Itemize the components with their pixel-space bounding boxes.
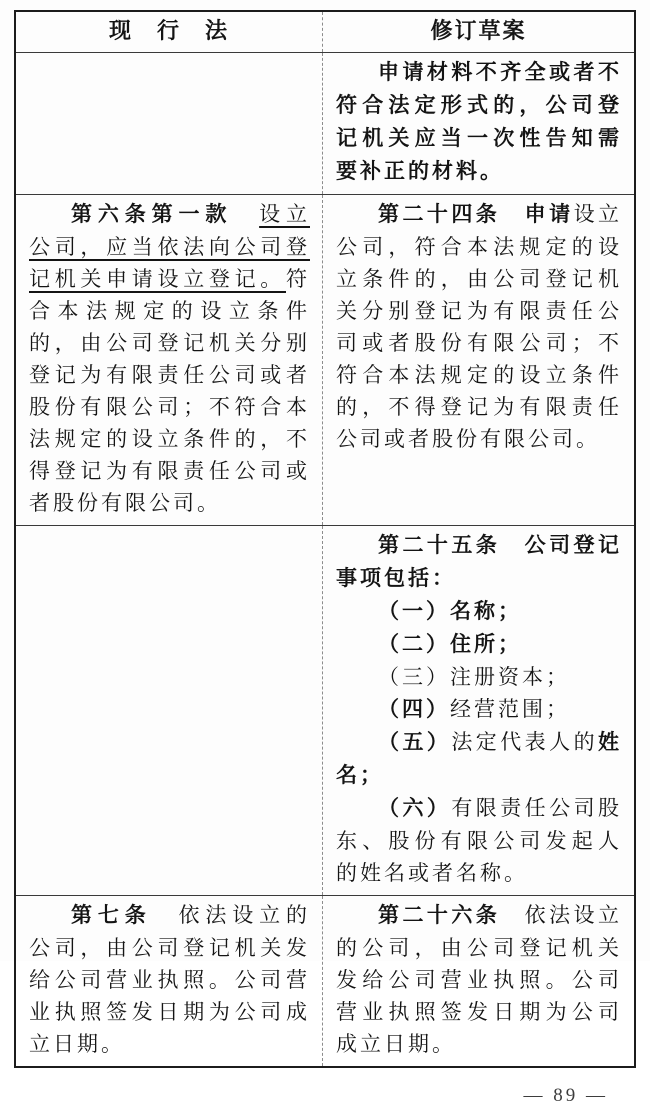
table-row [16, 194, 634, 525]
text-run: 第二十四条 申请 [378, 203, 574, 226]
table-row [16, 525, 634, 895]
cell-revision-draft-row1 [323, 53, 634, 194]
table-header-row [16, 12, 634, 52]
paragraph [336, 198, 622, 455]
text-run: 符合本法规定的设立条件的，由公司登记机关分别登记为有限责任公司或者股份有限公司；不符合本法规定的设立条件的，不得登记为有限责任公司或者股份有限公司。 [29, 267, 310, 515]
cell-current-law-row2 [16, 195, 323, 525]
text-run: （五） [378, 731, 452, 754]
paragraph [336, 726, 622, 792]
text-run: 姓名； [336, 731, 623, 787]
paragraph [336, 56, 622, 188]
text-run: 法定代表人的 [451, 730, 599, 754]
text-run: （六） [378, 797, 452, 820]
text-run: （四） [378, 698, 450, 721]
text-run: 经营范围； [450, 697, 570, 721]
cell-revision-draft-row3 [323, 526, 634, 895]
text-run: （二）住所； [378, 633, 522, 656]
cell-revision-draft-row2 [323, 195, 634, 525]
text-run: 第六条第一款 [71, 203, 260, 226]
paragraph [336, 792, 622, 889]
header-current-law: 现 行 法 [16, 12, 323, 52]
paragraph [336, 595, 622, 628]
text-run: 申请材料不齐全或者不符合法定形式的，公司登记机关应当一次性告知需要补正的材料。 [336, 61, 622, 183]
paragraph [336, 628, 622, 661]
paragraph [336, 661, 622, 693]
cell-revision-draft-row4 [323, 896, 634, 1066]
cell-current-law-row3 [16, 526, 323, 895]
paragraph [29, 899, 310, 1060]
text-run: 第二十六条 [378, 904, 525, 927]
paragraph [336, 529, 622, 595]
text-run: 设立公司，应当依法向公司登记机关申请设立登记。 [29, 202, 310, 291]
text-run: 依法设立的公司，由公司登记机关发给公司营业执照。公司营业执照签发日期为公司成立日期。 [29, 903, 310, 1056]
cell-current-law-row4 [16, 896, 323, 1066]
text-run: 第七条 [71, 904, 179, 927]
table-row [16, 52, 634, 194]
page-number [14, 1085, 636, 1107]
text-run: （一）名称； [378, 600, 522, 623]
text-run: 设立公司，符合本法规定的设立条件的，由公司登记机关分别登记为有限责任公司或者股份有限公司；不符合本法规定的设立条件的，不得登记为有限责任公司或者股份有限公司。 [336, 202, 623, 451]
page-number-text: — 89 — [523, 1085, 608, 1106]
header-revision-draft: 修订草案 [430, 18, 527, 43]
paragraph [29, 198, 310, 519]
text-run: 第二十五条 公司登记事项包括： [336, 534, 622, 590]
table-row [16, 895, 634, 1066]
text-run: 有限责任公司股东、股份有限公司发起人的姓名或者名称。 [336, 796, 623, 885]
paragraph [336, 899, 622, 1060]
text-run: （三）注册资本； [378, 665, 570, 689]
paragraph [336, 693, 622, 726]
law-comparison-table [14, 10, 636, 1068]
text-run: 依法设立的公司，由公司登记机关发给公司营业执照。公司营业执照签发日期为公司成立日期。 [336, 903, 623, 1056]
cell-current-law-row1 [16, 53, 323, 194]
